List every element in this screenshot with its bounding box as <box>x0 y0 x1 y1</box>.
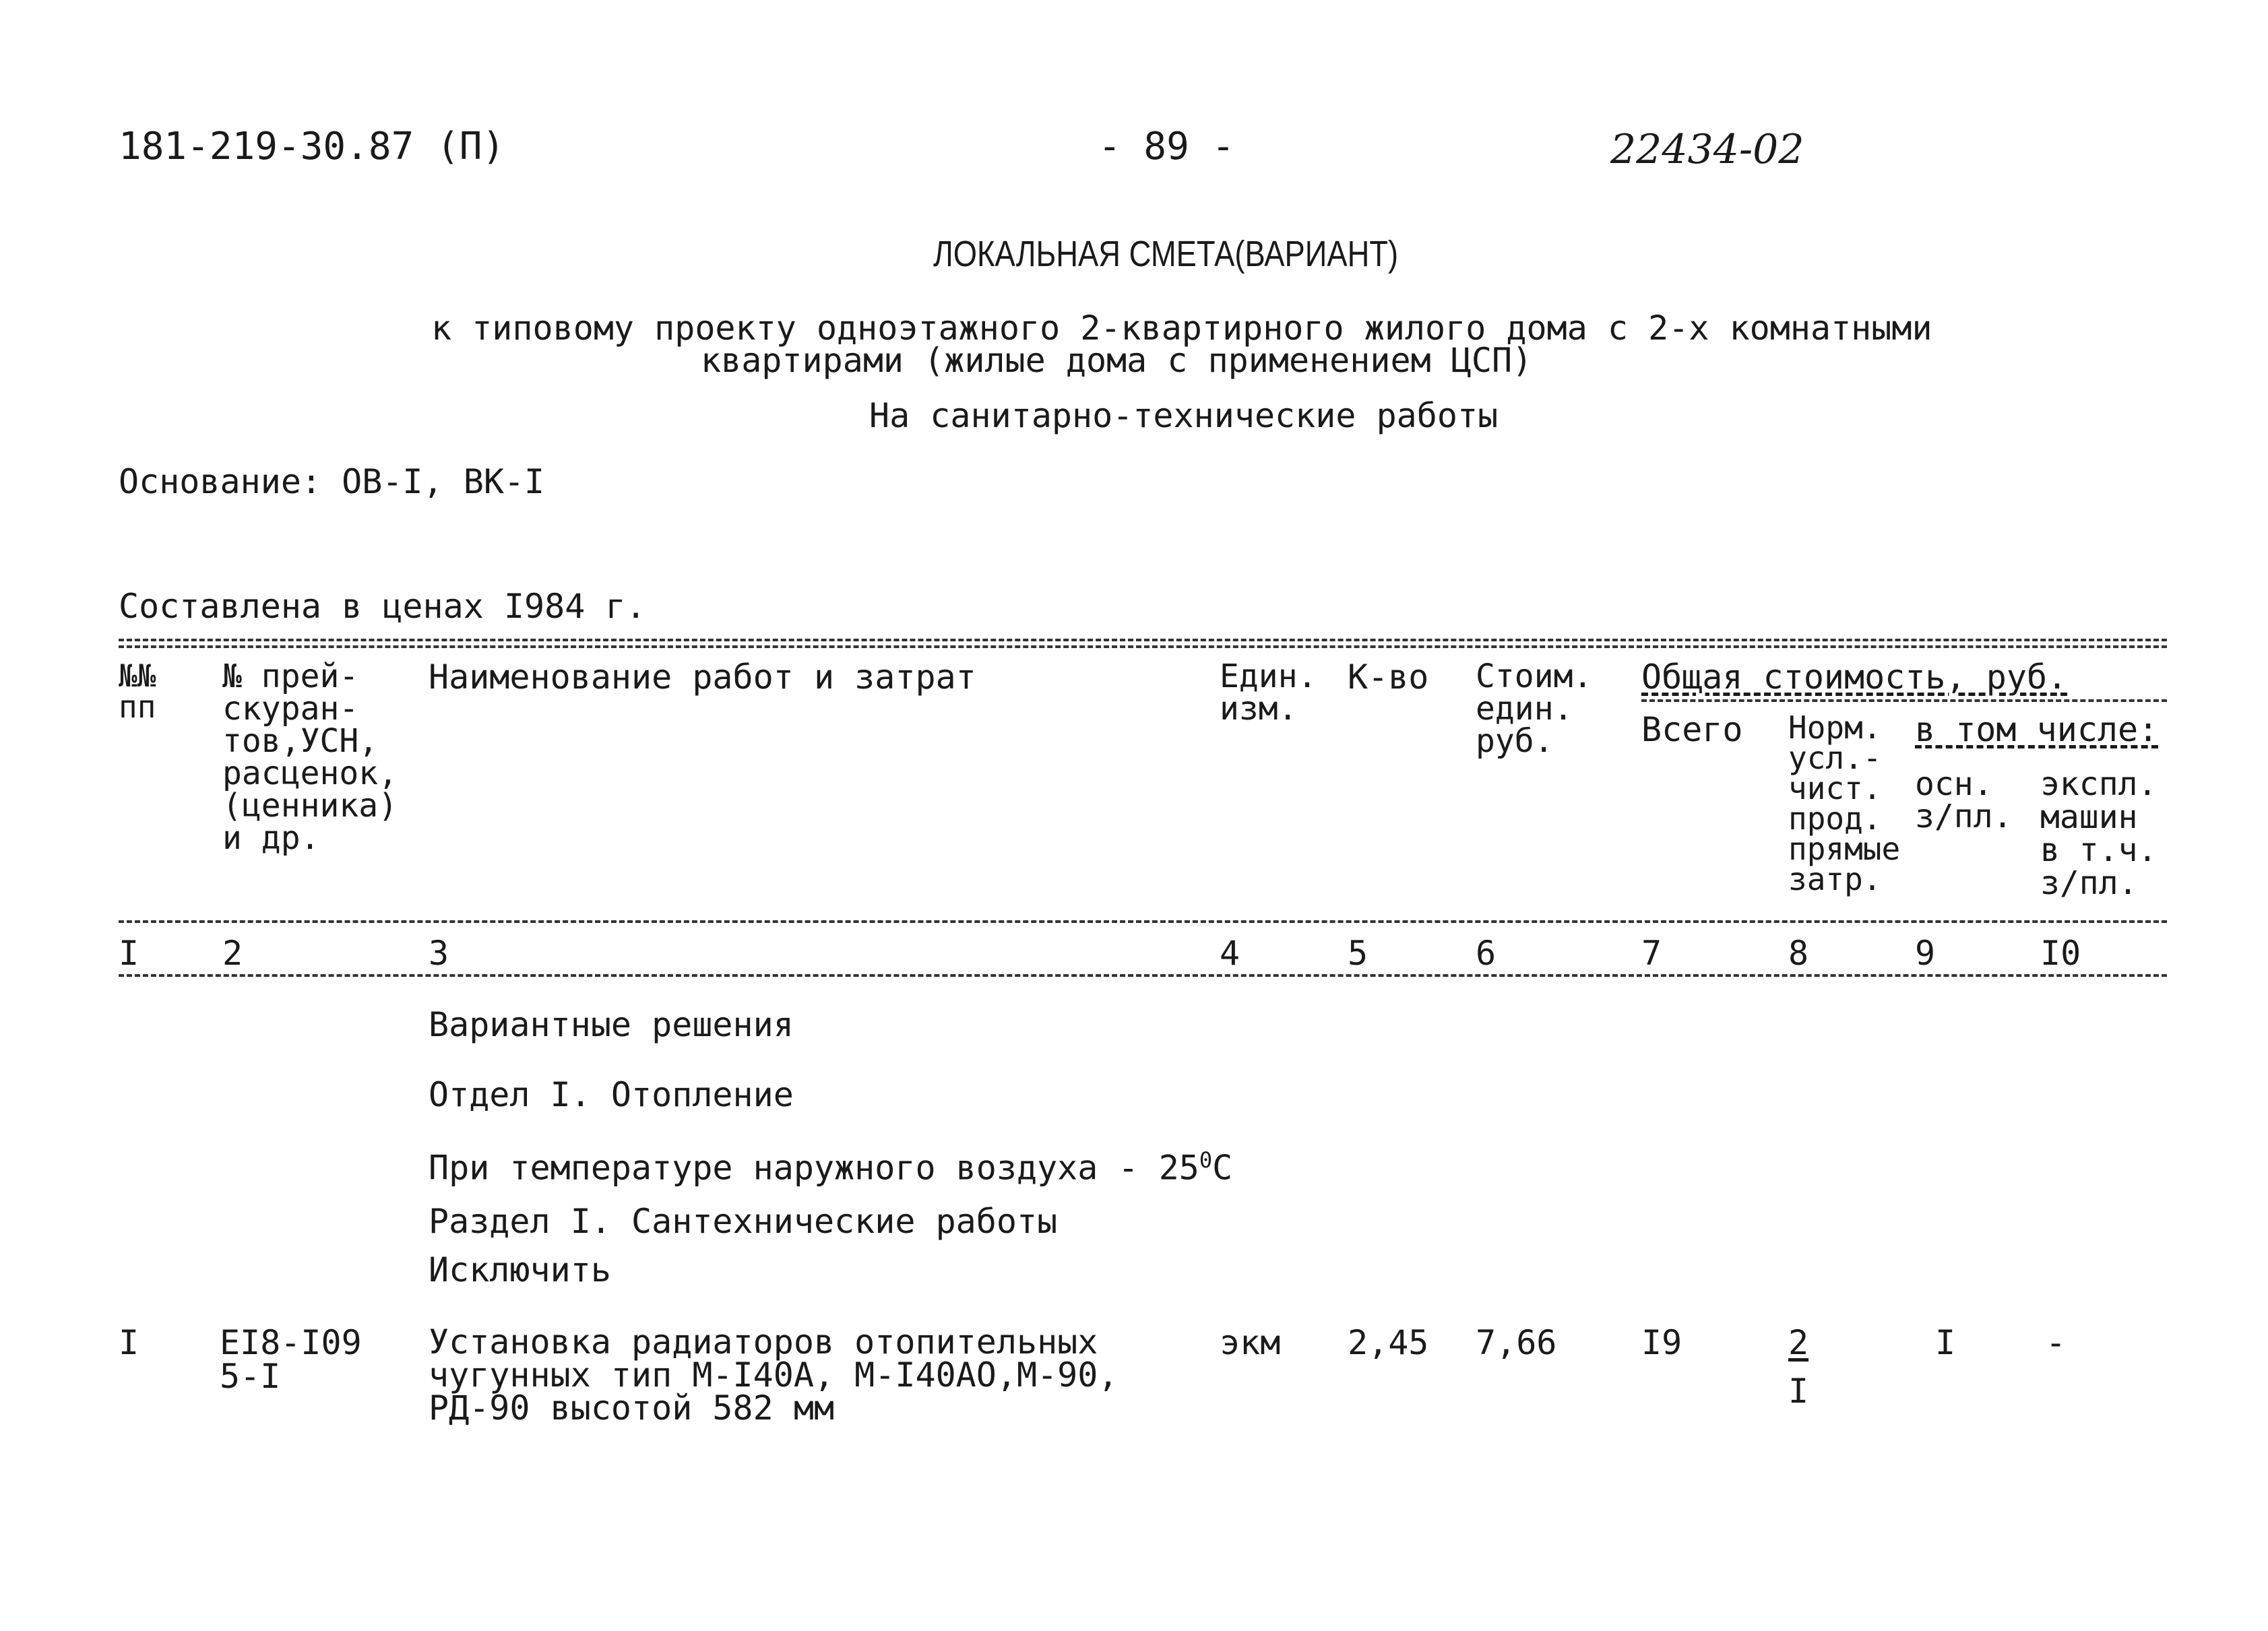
row1-machines: - <box>2046 1323 2067 1362</box>
col-number-7: 7 <box>1641 934 1662 973</box>
table-top-rule-2 <box>119 645 2167 648</box>
handwritten-number: 22434-02 <box>1610 126 1804 173</box>
section-sanitary-works: Раздел I. Сантехнические работы <box>429 1202 1058 1241</box>
header-col-5: К-во <box>1348 658 1429 697</box>
prices-line: Составлена в ценах I984 г. <box>119 587 646 626</box>
row1-wage: I <box>1935 1323 1956 1362</box>
header-bottom-rule <box>119 920 2167 923</box>
table-top-rule <box>119 639 2167 641</box>
subtitle-line-3: На санитарно-технические работы <box>869 396 1499 435</box>
col-number-3: 3 <box>429 934 449 973</box>
document-title: ЛОКАЛЬНАЯ СМЕТА(ВАРИАНТ) <box>933 234 1399 274</box>
row1-qty: 2,45 <box>1348 1323 1429 1362</box>
col-number-4: 4 <box>1220 934 1240 973</box>
header-col-9: осн. з/пл. <box>1915 765 2013 835</box>
total-cost-underline <box>1641 699 2167 702</box>
subtitle-line-2: квартирами (жилые дома с применением ЦСП) <box>701 341 1533 380</box>
col-number-5: 5 <box>1348 934 1368 973</box>
section-temperature: При температуре наружного воздуха - $25^0С$ <box>429 1147 1233 1188</box>
header-including: в том числе: <box>1915 710 2159 749</box>
col-number-8: 8 <box>1788 934 1809 973</box>
header-total-cost: Общая стоимость, руб. <box>1641 658 2068 697</box>
row1-unit: экм <box>1220 1323 1281 1362</box>
row1-name: Установка радиаторов отопительных чугунных тип М-I40А, М-I40АО,М-90, РД-90 высотой 582 мм <box>429 1322 1119 1428</box>
header-col-7: Всего <box>1641 710 1743 749</box>
subtitle-line-1: к типовому проекту одноэтажного 2-квартирного жилого дома с 2-х комнатными <box>431 309 1932 348</box>
row1-norm-bottom: I <box>1788 1372 1809 1411</box>
section-department: Отдел I. Отопление <box>429 1075 794 1114</box>
document-code: 181-219-30.87 (П) <box>119 125 505 168</box>
header-col-3: Наименование работ и затрат <box>429 658 976 697</box>
section-variants: Вариантные решения <box>429 1005 794 1044</box>
header-col-6: Стоим. един. руб. <box>1476 658 1593 760</box>
col-number-6: 6 <box>1476 934 1497 973</box>
header-col-8: Норм. усл.- чист. прод. прямые затр. <box>1788 709 1901 898</box>
header-col-10: экспл. машин в т.ч. з/пл. <box>2040 765 2157 902</box>
header-col-1: №№ пп <box>119 658 156 725</box>
row1-code: ЕI8-I09 5-I <box>220 1323 362 1396</box>
col-number-9: 9 <box>1915 934 1936 973</box>
page-number: - 89 - <box>1098 125 1235 168</box>
col-numbers-rule <box>119 974 2167 977</box>
col-number-2: 2 <box>222 934 243 973</box>
row1-number: I <box>119 1323 139 1362</box>
row1-unit-cost: 7,66 <box>1476 1323 1557 1362</box>
header-col-2: № прей- скуран- тов,УСН, расценок, (ценника) и др. <box>222 658 398 857</box>
degree-superscript: 0 <box>1199 1147 1213 1173</box>
header-col-4: Един. изм. <box>1220 658 1317 728</box>
col-number-10: I0 <box>2040 934 2081 973</box>
basis-line: Основание: ОВ-I, ВК-I <box>119 462 545 501</box>
col-number-1: I <box>119 934 139 973</box>
section-exclude: Исключить <box>429 1250 611 1289</box>
row1-total: I9 <box>1641 1323 1682 1362</box>
row1-norm-top: 2 <box>1788 1323 1809 1362</box>
